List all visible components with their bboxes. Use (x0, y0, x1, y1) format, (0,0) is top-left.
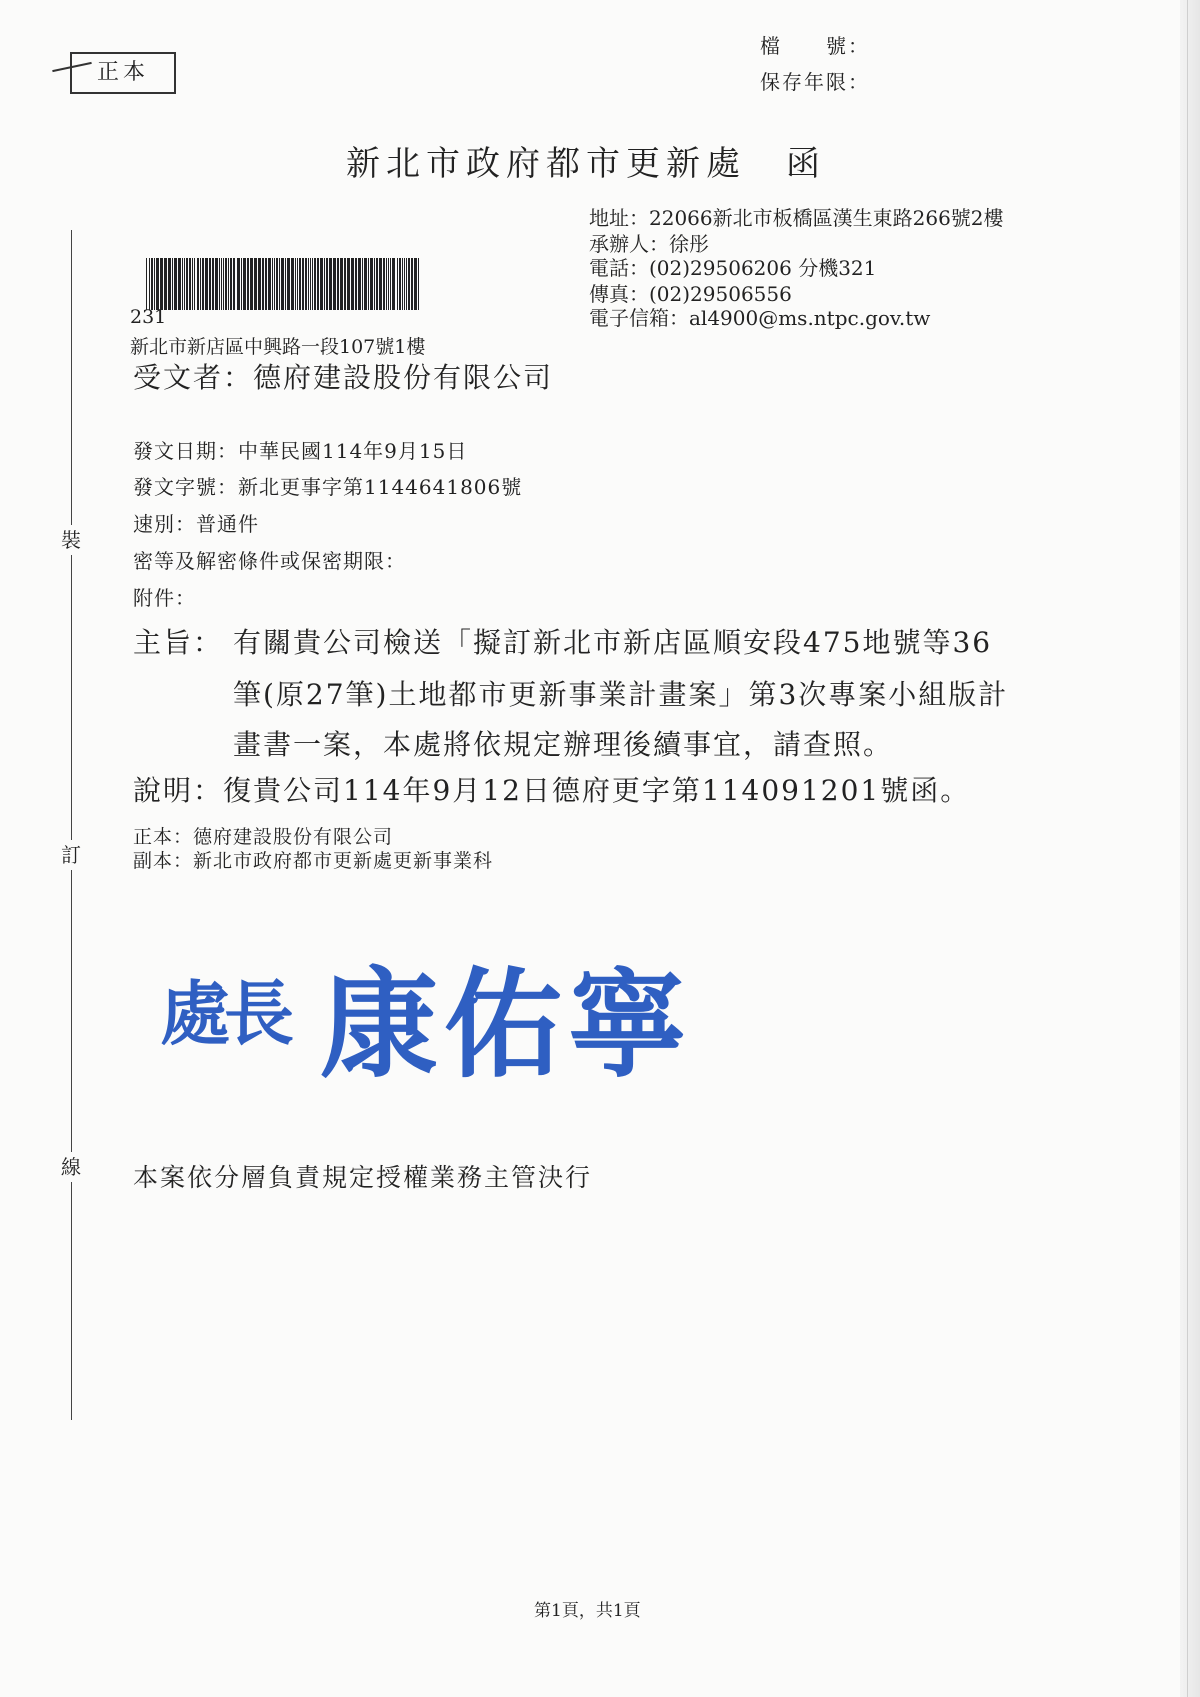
seal-title: 處長 (160, 972, 288, 1055)
barcode-bar (414, 258, 417, 310)
file-number-label: 檔 號： (760, 34, 870, 58)
barcode-bar (399, 258, 401, 310)
barcode-bar (146, 258, 147, 310)
barcode-bar (299, 258, 301, 310)
barcode-bar (358, 258, 361, 310)
barcode-bar (314, 258, 316, 310)
barcode-bar (344, 258, 346, 310)
barcode-bar (383, 258, 385, 310)
barcode-bar (209, 258, 211, 310)
attachments: 附件： (133, 586, 196, 610)
barcode-bar (279, 258, 280, 310)
barcode-bar (351, 258, 354, 310)
barcode-bar (287, 258, 290, 310)
barcode-bar (184, 258, 185, 310)
barcode-bar (258, 258, 261, 310)
barcode-bar (254, 258, 257, 310)
barcode-bar (406, 258, 407, 310)
director-seal (160, 938, 750, 1094)
barcode-bar (168, 258, 171, 310)
barcode-bar (174, 258, 177, 310)
barcode-bar (276, 258, 278, 310)
barcode-bar (200, 258, 201, 310)
barcode-bar (305, 258, 307, 310)
barcode-bar (156, 258, 159, 310)
recipient-postal-code: 231 (130, 306, 167, 328)
seal-name: 康佑寧 (320, 955, 693, 1094)
barcode-bar (164, 258, 167, 310)
retention-period-label: 保存年限： (760, 70, 870, 94)
barcode-bar (272, 258, 273, 310)
barcode-bar (347, 258, 350, 310)
barcode-bar (265, 258, 267, 310)
barcode-bar (418, 258, 419, 310)
barcode-bar (364, 258, 367, 310)
barcode-bar (362, 258, 363, 310)
barcode-bar (333, 258, 336, 310)
barcode-bar (320, 258, 323, 310)
barcode-bar (411, 258, 413, 310)
barcode-bar (189, 258, 191, 310)
document-title: 新北市政府都市更新處 函 (346, 144, 826, 184)
barcode-bar (324, 258, 325, 310)
sender-handler: 承辦人：徐彤 (589, 232, 709, 256)
barcode-bar (172, 258, 173, 310)
delivery-speed: 速別：普通件 (133, 512, 259, 536)
sender-address: 地址：22066新北市板橋區漢生東路266號2樓 (589, 206, 1004, 230)
barcode-bar (312, 258, 313, 310)
barcode-bar (326, 258, 328, 310)
barcode-bar (215, 258, 218, 310)
barcode-bar (237, 258, 240, 310)
barcode-bar (397, 258, 398, 310)
barcode-bar (386, 258, 387, 310)
document-number: 發文字號：新北更事字第1144641806號 (133, 475, 523, 499)
barcode-bar (308, 258, 309, 310)
scan-edge-shadow (1180, 0, 1200, 1697)
recipient-line: 受文者：德府建設股份有限公司 (133, 361, 554, 394)
explanation: 說明：復貴公司114年9月12日德府更字第114091201號函。 (133, 774, 971, 807)
barcode-bar (149, 258, 150, 310)
barcode-bar (368, 258, 369, 310)
barcode-bar (247, 258, 249, 310)
scan-edge-line (1187, 0, 1188, 1697)
distribution-copy: 副本：新北市政府都市更新處更新事業科 (133, 850, 494, 872)
barcode-bar (262, 258, 264, 310)
barcode-bar (186, 258, 188, 310)
barcode-bar (233, 258, 235, 310)
barcode-bar (291, 258, 294, 310)
barcode-bar (194, 258, 195, 310)
subject-line-2: 筆(原27筆)土地都市更新事業計畫案」第3次專案小組版計 (233, 678, 1009, 711)
barcode-bar (329, 258, 332, 310)
barcode-bar (297, 258, 298, 310)
barcode-bar (178, 258, 181, 310)
sender-phone: 電話：(02)29506206 分機321 (589, 256, 877, 280)
barcode-bar (202, 258, 204, 310)
barcode-bar (241, 258, 242, 310)
barcode-bar (317, 258, 319, 310)
binding-char-bind: 裝 (56, 525, 86, 555)
barcode-bar (392, 258, 395, 310)
barcode-bar (219, 258, 220, 310)
barcode-bar (223, 258, 224, 310)
postal-barcode (146, 258, 422, 310)
barcode-bar (337, 258, 339, 310)
barcode-bar (192, 258, 193, 310)
barcode-bar (295, 258, 296, 310)
subject-line-1: 有關貴公司檢送「擬訂新北市新店區順安段475地號等36 (233, 626, 993, 659)
barcode-bar (340, 258, 343, 310)
barcode-bar (285, 258, 286, 310)
barcode-bar (388, 258, 389, 310)
barcode-bar (182, 258, 183, 310)
barcode-bar (402, 258, 403, 310)
barcode-bar (274, 258, 275, 310)
sender-email: 電子信箱：al4900@ms.ntpc.gov.tw (589, 306, 931, 330)
barcode-bar (268, 258, 271, 310)
barcode-bar (160, 258, 163, 310)
subject-line-3: 畫書一案，本處將依規定辦理後續事宜，請查照。 (233, 728, 894, 761)
barcode-bar (205, 258, 208, 310)
barcode-bar (390, 258, 391, 310)
barcode-bar (230, 258, 232, 310)
barcode-bar (243, 258, 246, 310)
barcode-bar (154, 258, 155, 310)
barcode-bar (370, 258, 373, 310)
barcode-bar (228, 258, 229, 310)
barcode-bar (379, 258, 382, 310)
barcode-bar (197, 258, 199, 310)
barcode-bar (404, 258, 405, 310)
barcode-bar (374, 258, 375, 310)
barcode-bar (302, 258, 304, 310)
distribution-original: 正本：德府建設股份有限公司 (133, 826, 394, 848)
issue-date: 發文日期：中華民國114年9月15日 (133, 439, 468, 463)
binding-char-staple: 訂 (56, 840, 86, 870)
recipient-address: 新北市新店區中興路一段107號1樓 (130, 336, 426, 358)
delegation-note: 本案依分層負責規定授權業務主管決行 (133, 1163, 593, 1192)
binding-char-line: 線 (56, 1152, 86, 1182)
barcode-bar (151, 258, 153, 310)
barcode-bar (212, 258, 214, 310)
barcode-bar (250, 258, 253, 310)
secrecy-level: 密等及解密條件或保密期限： (133, 549, 406, 573)
sender-fax: 傳真：(02)29506556 (589, 282, 792, 306)
subject-label: 主旨： (133, 626, 224, 659)
barcode-bar (376, 258, 378, 310)
barcode-bar (281, 258, 284, 310)
barcode-bar (221, 258, 222, 310)
copy-type-box: 正本 (70, 52, 176, 94)
page-number: 第1頁，共1頁 (534, 1601, 641, 1621)
barcode-bar (225, 258, 227, 310)
binding-margin-line (71, 230, 72, 1420)
barcode-bar (355, 258, 357, 310)
barcode-bar (310, 258, 311, 310)
barcode-bar (408, 258, 410, 310)
